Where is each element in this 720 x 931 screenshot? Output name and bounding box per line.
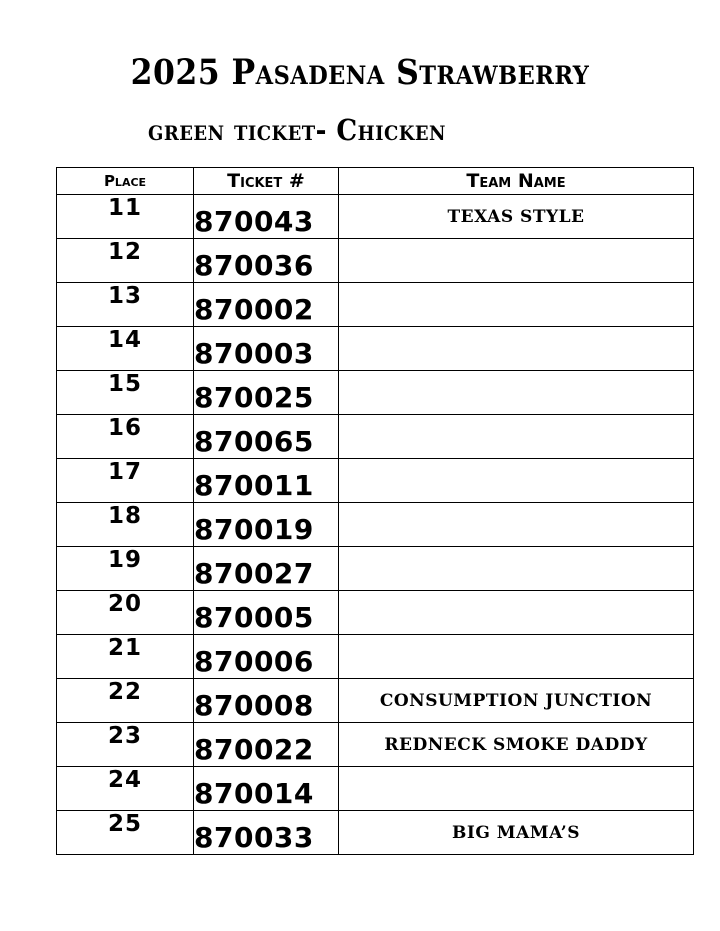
team-name-cell bbox=[339, 415, 694, 459]
ticket-number-cell: 870043 bbox=[194, 195, 339, 239]
results-table bbox=[56, 167, 694, 855]
table-row bbox=[57, 635, 694, 679]
ticket-number-cell: 870008 bbox=[194, 679, 339, 723]
table-row bbox=[57, 195, 694, 239]
table-row bbox=[57, 723, 694, 767]
ticket-number-cell: 870005 bbox=[194, 591, 339, 635]
team-name-cell bbox=[339, 767, 694, 811]
table-row bbox=[57, 459, 694, 503]
place-cell: 24 bbox=[57, 767, 194, 811]
place-cell: 25 bbox=[57, 811, 194, 855]
table-row bbox=[57, 503, 694, 547]
table-row bbox=[57, 415, 694, 459]
place-cell: 11 bbox=[57, 195, 194, 239]
team-name-cell bbox=[339, 459, 694, 503]
place-cell: 15 bbox=[57, 371, 194, 415]
team-name-cell: CONSUMPTION JUNCTION bbox=[339, 679, 694, 723]
table-row bbox=[57, 327, 694, 371]
ticket-number-cell: 870011 bbox=[194, 459, 339, 503]
ticket-number-cell: 870019 bbox=[194, 503, 339, 547]
ticket-number-cell: 870036 bbox=[194, 239, 339, 283]
place-cell: 23 bbox=[57, 723, 194, 767]
team-name-cell bbox=[339, 547, 694, 591]
page-title: 2025 Pasadena Strawberry bbox=[130, 52, 590, 93]
team-name-cell: TEXAS STYLE bbox=[339, 195, 694, 239]
team-name-cell bbox=[339, 503, 694, 547]
place-cell: 16 bbox=[57, 415, 194, 459]
place-cell: 19 bbox=[57, 547, 194, 591]
ticket-number-cell: 870025 bbox=[194, 371, 339, 415]
place-cell: 18 bbox=[57, 503, 194, 547]
place-cell: 22 bbox=[57, 679, 194, 723]
place-cell: 20 bbox=[57, 591, 194, 635]
ticket-number-cell: 870002 bbox=[194, 283, 339, 327]
table-row bbox=[57, 239, 694, 283]
place-cell: 21 bbox=[57, 635, 194, 679]
place-column-header: Place bbox=[57, 168, 194, 195]
place-cell: 17 bbox=[57, 459, 194, 503]
ticket-number-cell: 870033 bbox=[194, 811, 339, 855]
ticket-number-cell: 870022 bbox=[194, 723, 339, 767]
ticket-number-cell: 870014 bbox=[194, 767, 339, 811]
team-column-header: Team Name bbox=[339, 168, 694, 195]
table-row bbox=[57, 371, 694, 415]
ticket-number-cell: 870065 bbox=[194, 415, 339, 459]
table-row bbox=[57, 591, 694, 635]
team-name-cell: BIG MAMA’S bbox=[339, 811, 694, 855]
team-name-cell bbox=[339, 239, 694, 283]
table-row bbox=[57, 811, 694, 855]
results-body bbox=[57, 195, 694, 855]
table-row bbox=[57, 767, 694, 811]
ticket-number-cell: 870027 bbox=[194, 547, 339, 591]
team-name-cell: REDNECK SMOKE DADDY bbox=[339, 723, 694, 767]
team-name-cell bbox=[339, 371, 694, 415]
team-name-cell bbox=[339, 327, 694, 371]
ticket-number-cell: 870003 bbox=[194, 327, 339, 371]
page-subtitle: green ticket- Chicken bbox=[148, 113, 446, 147]
table-row bbox=[57, 547, 694, 591]
table-header-row bbox=[57, 168, 694, 195]
place-cell: 14 bbox=[57, 327, 194, 371]
team-name-cell bbox=[339, 635, 694, 679]
place-cell: 13 bbox=[57, 283, 194, 327]
team-name-cell bbox=[339, 283, 694, 327]
team-name-cell bbox=[339, 591, 694, 635]
table-row bbox=[57, 679, 694, 723]
ticket-column-header: Ticket # bbox=[194, 168, 339, 195]
ticket-number-cell: 870006 bbox=[194, 635, 339, 679]
place-cell: 12 bbox=[57, 239, 194, 283]
table-row bbox=[57, 283, 694, 327]
